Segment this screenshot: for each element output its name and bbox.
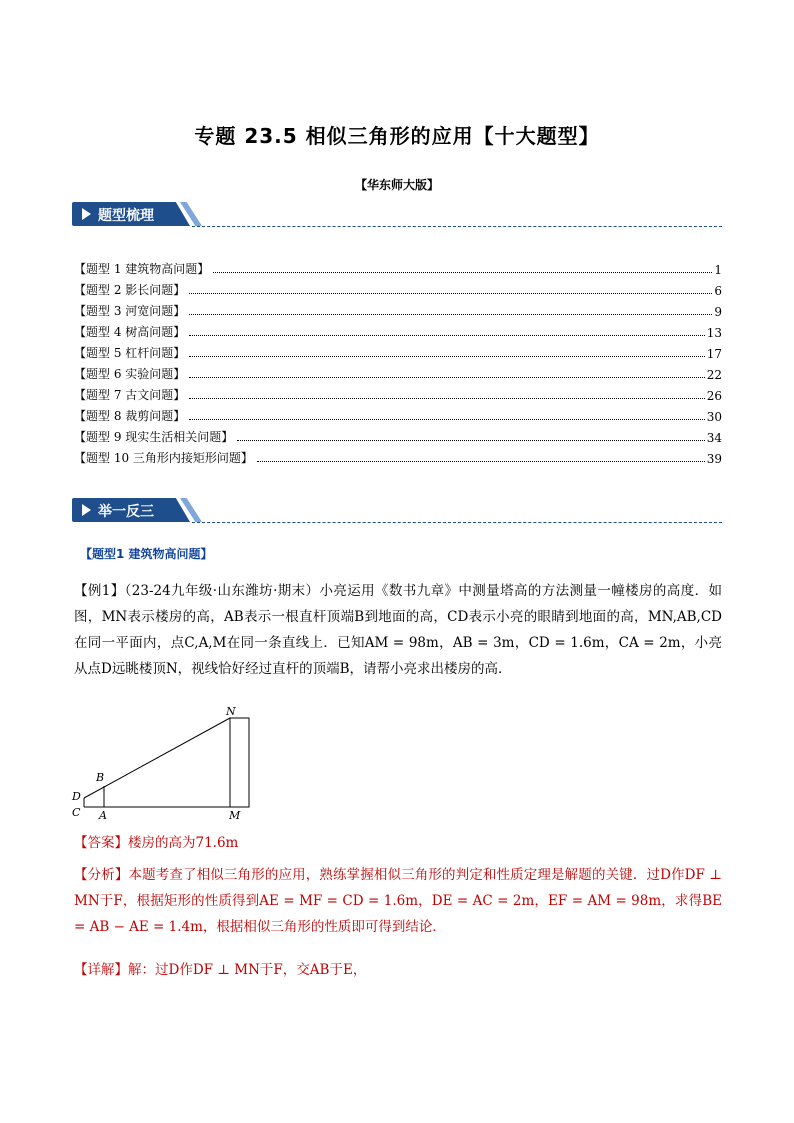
- toc-item[interactable]: [74, 277, 722, 298]
- page-title: 专题 23.5 相似三角形的应用【十大题型】: [194, 124, 600, 148]
- toc-leader: [189, 335, 704, 336]
- toc-leader: [189, 293, 712, 294]
- detail-content: 【详解】解：过D作DF ⊥ MN于F，交AB于E，: [74, 962, 367, 978]
- analysis-text: 【分析】本题考查了相似三角形的应用，熟练掌握相似三角形的判定和性质定理是解题的关键．过D作DF ⊥ MN于F，根据矩形的性质得到AE = MF = CD = 1.6m，DE = AC = 2m，EF = AM = 98m，求得BE = AB − AE = 1.4m，根据相似三角形的性质即可得到结论．: [74, 867, 722, 935]
- toc-item-label: 【题型 10 三角形内接矩形问题】: [74, 451, 253, 465]
- label-d: D: [72, 790, 81, 803]
- example-text: 【例1】（23-24九年级·山东潍坊·期末）小亮运用《数书九章》中测量塔高的方法测量一幢楼房的高度．如图，MN表示楼房的高，AB表示一根直杆顶端B到地面的高，CD表示小亮的眼睛到地面的高，MN,AB,CD在同一平面内，点C,A,M在同一条直线上．已知AM = 98m，AB = 3m，CD = 1.6m，CA = 2m，小亮从点D远眺楼顶N，视线恰好经过直杆的顶端B，请帮小亮求出楼房的高．: [74, 583, 722, 677]
- label-n: N: [226, 705, 236, 718]
- sight-line: [84, 718, 230, 798]
- banner-label: 举一反三: [98, 504, 154, 520]
- toc-leader: [237, 440, 704, 441]
- play-arrow-icon: [82, 208, 91, 220]
- toc-leader: [257, 461, 705, 462]
- toc-leader: [189, 356, 704, 357]
- building-rect: [230, 718, 249, 807]
- label-m: M: [229, 809, 241, 820]
- section-heading: 【题型1 建筑物高问题】: [80, 547, 213, 561]
- toc-item-page: 34: [706, 431, 722, 445]
- banner-label: 题型梳理: [98, 208, 154, 224]
- toc-leader: [189, 398, 704, 399]
- toc-leader: [189, 314, 712, 315]
- toc-item-label: 【题型 2 影长问题】: [74, 283, 186, 297]
- toc-item[interactable]: [74, 424, 722, 445]
- toc-item-page: 1: [714, 263, 722, 277]
- label-a: A: [99, 809, 107, 820]
- banner-rule: [192, 226, 722, 227]
- label-c: C: [72, 806, 81, 819]
- toc-item-page: 6: [714, 284, 722, 298]
- toc-item-page: 39: [706, 452, 722, 466]
- toc-item-page: 17: [706, 347, 722, 361]
- play-arrow-icon: [82, 504, 91, 516]
- toc-item-page: 9: [714, 305, 722, 319]
- toc-leader: [189, 419, 704, 420]
- toc-item-label: 【题型 3 河宽问题】: [74, 304, 186, 318]
- banner-rule: [192, 522, 722, 523]
- toc-item-label: 【题型 1 建筑物高问题】: [74, 262, 210, 276]
- toc-item-page: 30: [706, 410, 722, 424]
- toc-leader: [213, 272, 712, 273]
- toc-item-label: 【题型 7 古文问题】: [74, 388, 186, 402]
- banner-examples: [72, 496, 722, 526]
- toc-item[interactable]: [74, 256, 722, 277]
- label-b: B: [96, 771, 105, 784]
- toc-item[interactable]: [74, 340, 722, 361]
- toc-item-label: 【题型 9 现实生活相关问题】: [74, 430, 234, 444]
- toc-item-label: 【题型 6 实验问题】: [74, 367, 186, 381]
- toc-item-page: 13: [706, 326, 722, 340]
- answer-text: 【答案】楼房的高为71.6m: [74, 835, 239, 851]
- toc-item[interactable]: [74, 361, 722, 382]
- toc-item-label: 【题型 4 树高问题】: [74, 325, 186, 339]
- geometry-figure: [70, 704, 260, 820]
- toc-item[interactable]: [74, 298, 722, 319]
- banner-question-types: [72, 200, 722, 230]
- toc-item-page: 22: [706, 368, 722, 382]
- detail-text: [74, 957, 722, 983]
- toc-item[interactable]: [74, 445, 722, 466]
- toc-leader: [189, 377, 704, 378]
- toc-item[interactable]: [74, 319, 722, 340]
- toc-item[interactable]: [74, 403, 722, 424]
- table-of-contents: [74, 256, 722, 466]
- toc-item[interactable]: [74, 382, 722, 403]
- toc-item-label: 【题型 5 杠杆问题】: [74, 346, 186, 360]
- toc-item-label: 【题型 8 裁剪问题】: [74, 409, 186, 423]
- toc-item-page: 26: [706, 389, 722, 403]
- edition-label: 【华东师大版】: [354, 178, 439, 192]
